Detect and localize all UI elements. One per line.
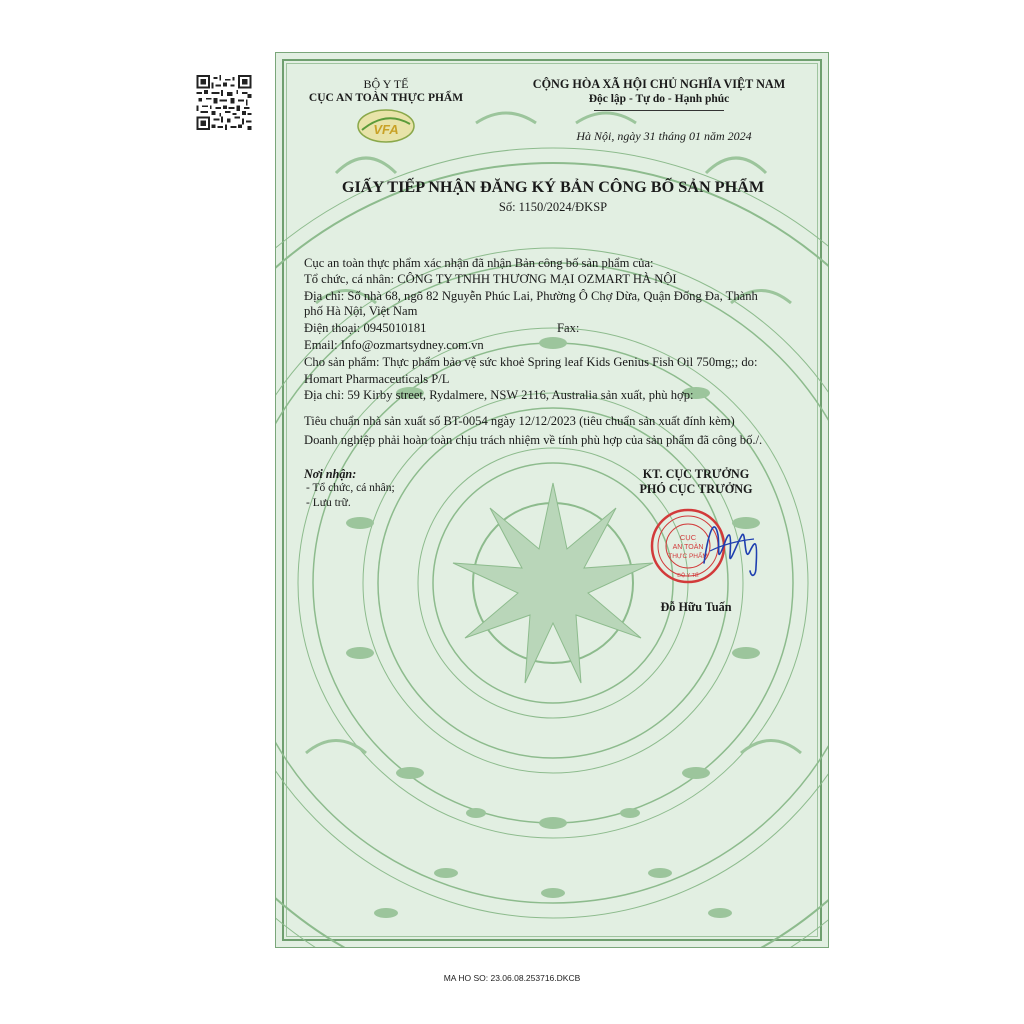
ministry-name: BỘ Y TẾ: [363, 77, 409, 91]
intro-text: Cục an toàn thực phẩm xác nhận đã nhận Bản công bố sản phẩm của:: [304, 256, 654, 270]
fax: Fax:: [557, 321, 580, 335]
manufacturer-address: Địa chỉ: 59 Kirby street, Rydalmere, NSW 2116, Australia sản xuất, phù hợp:: [304, 388, 694, 402]
document-number: Số: 1150/2024/ĐKSP: [498, 200, 608, 214]
document-title: GIẤY TIẾP NHẬN ĐĂNG KÝ BẢN CÔNG BỐ SẢN PHẨM: [341, 178, 765, 196]
stamp-text: THỰC PHẨM: [668, 553, 708, 560]
address-line-1: Địa chỉ: Số nhà 68, ngõ 82 Nguyễn Phúc Lai, Phường Ô Chợ Dừa, Quận Đống Đa, Thành: [304, 289, 758, 303]
responsibility: Doanh nghiệp phải hoàn toàn chịu trách nhiệm về tính phù hợp của sản phẩm đã công bố./.: [304, 433, 763, 447]
certificate-sheet: [275, 52, 829, 948]
manufacturer: Homart Pharmaceuticals P/L: [304, 372, 450, 386]
dossier-code: MA HO SO: 23.06.08.253716.DKCB: [443, 973, 581, 983]
motto-underline: [594, 110, 724, 111]
recipients-heading: Nơi nhận:: [304, 467, 357, 481]
agency-name: CỤC AN TOÀN THỰC PHẨM: [308, 92, 464, 104]
signature-title-1: KT. CỤC TRƯỞNG: [642, 467, 750, 481]
recipient-item: - Tổ chức, cá nhân;: [306, 482, 395, 494]
qr-code: [195, 75, 253, 130]
organization: Tổ chức, cá nhân: CÔNG TY TNHH THƯƠNG MẠI OZMART HÀ NỘI: [304, 272, 677, 286]
signature-scribble: [696, 505, 776, 585]
address-line-2: phố Hà Nội, Việt Nam: [304, 304, 418, 318]
product: Cho sản phẩm: Thực phẩm bảo vệ sức khoẻ Spring leaf Kids Genius Fish Oil 750mg;; do:: [304, 355, 758, 369]
phone: Điện thoại: 0945010181: [304, 321, 427, 335]
stamp-text: BỘ Y TẾ: [677, 573, 699, 579]
standard: Tiêu chuẩn nhà sản xuất số BT-0054 ngày 12/12/2023 (tiêu chuẩn sản xuất đính kèm): [304, 414, 735, 428]
stamp-text: CỤC: [679, 533, 697, 542]
email: Email: Info@ozmartsydney.com.vn: [304, 338, 484, 352]
place-date: Hà Nội, ngày 31 tháng 01 năm 2024: [576, 129, 752, 143]
signer-name: Đỗ Hữu Tuấn: [660, 600, 732, 614]
signature-title-2: PHÓ CỤC TRƯỞNG: [639, 482, 753, 496]
stamp-text: AN TOÀN: [672, 544, 704, 551]
vfa-logo-text: VFA: [373, 122, 399, 137]
recipient-item: - Lưu trữ.: [306, 497, 351, 509]
country-name: CỘNG HÒA XÃ HỘI CHỦ NGHĨA VIỆT NAM: [532, 77, 786, 91]
vfa-logo-icon: [356, 108, 416, 144]
motto: Độc lập - Tự do - Hạnh phúc: [588, 93, 730, 105]
